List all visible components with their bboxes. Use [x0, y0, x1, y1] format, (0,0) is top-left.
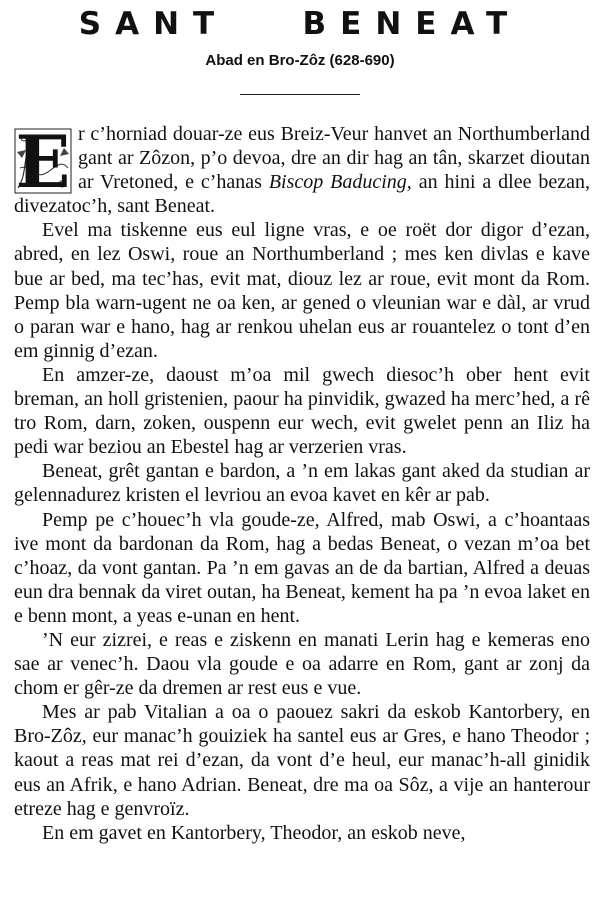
- paragraph: Evel ma tiskenne eus eul ligne vras, e oe roët dor digor d’ezan, abred, en lez Oswi, roue an Northumberland ; mes ken divlas e kave bue ar bed, ma tec’has, evit mat, diouz lez ar roue, evit mont da Rom. Pemp bla warn-ugent ne oa ken, ar gened o vleunian war e dàl, ar vrud o paran war e hano, hag ar renkou uhelan eus ar rouantelez o tont d’en em ginnig d’ezan.: [14, 219, 590, 362]
- paragraph-text: an hini a dlee bezan, divezatoc’h, sant Beneat.: [14, 171, 590, 218]
- paragraph: [14, 119, 590, 218]
- paragraph: Pemp pe c’houec’h vla goude-ze, Alfred, mab Oswi, a c’hoantaas ive mont da bardonan da Rom, hag a bedas Beneat, o vezan m’oa bet c’hoaz, da vont gantan. Pa ’n em gavas an de da bartian, Alfred a deuas eun dra bennak da viret outan, ha Beneat, kement ha pa ’n evoa laket en e benn mont, a yeas e-unan en hent.: [14, 508, 590, 627]
- page-subtitle: Abad en Bro-Zôz (628-690): [205, 52, 395, 69]
- paragraph-text: r c’horniad douar-ze eus Breiz-Veur hanvet an Northumberland gant ar Zôzon, p’o devoa, dre an dir hag an tân, skarzet dioutan ar Vretoned, e c’hanas: [78, 123, 590, 194]
- paragraph: En amzer-ze, daoust m’oa mil gwech diesoc’h ober hent evit breman, an holl gristenien, paour ha pinvidik, gwazed ha merc’hed, a rê tro Rom, darn, zoken, ouspenn eur wech, evit gwelet penn an Iliz ha pedi war beziou an Ebestel hag ar verzerien vras.: [14, 363, 590, 459]
- ornamental-dropcap: [14, 119, 72, 204]
- paragraph: Beneat, grêt gantan e bardon, a ’n em lakas gant aked da studian ar gelennadurez kristen el levriou an evoa kavet en kêr ar pab.: [14, 460, 590, 507]
- italic-name: Biscop Baducing,: [268, 171, 412, 194]
- paragraph: En em gavet en Kantorbery, Theodor, an eskob neve,: [42, 821, 466, 844]
- body-text: [14, 119, 590, 845]
- paragraph: ’N eur zizrei, e reas e ziskenn en manati Lerin hag e kemeras eno sae ar venec’h. Daou vla goude e oa adarre en Rom, gant ar zonj da chom er gêr-ze da dremen ar rest eus e vue.: [14, 628, 590, 700]
- dropcap-letter: E: [15, 119, 71, 204]
- title-divider: [240, 94, 360, 95]
- paragraph: Mes ar pab Vitalian a oa o paouez sakri da eskob Kantorbery, en Bro-Zôz, eur manac’h gouiziek ha santel eus ar Gres, e hano Theodor ; kaout a reas mat rei d’ezan, da vont d’e heul, eur manac’h-all ginidik eus an Afrik, e hano Adrian. Beneat, dre ma oa Sôz, a vije an hanterour etreze hag e genvroïz.: [14, 701, 590, 820]
- page-title: SANT BENEAT: [78, 6, 522, 42]
